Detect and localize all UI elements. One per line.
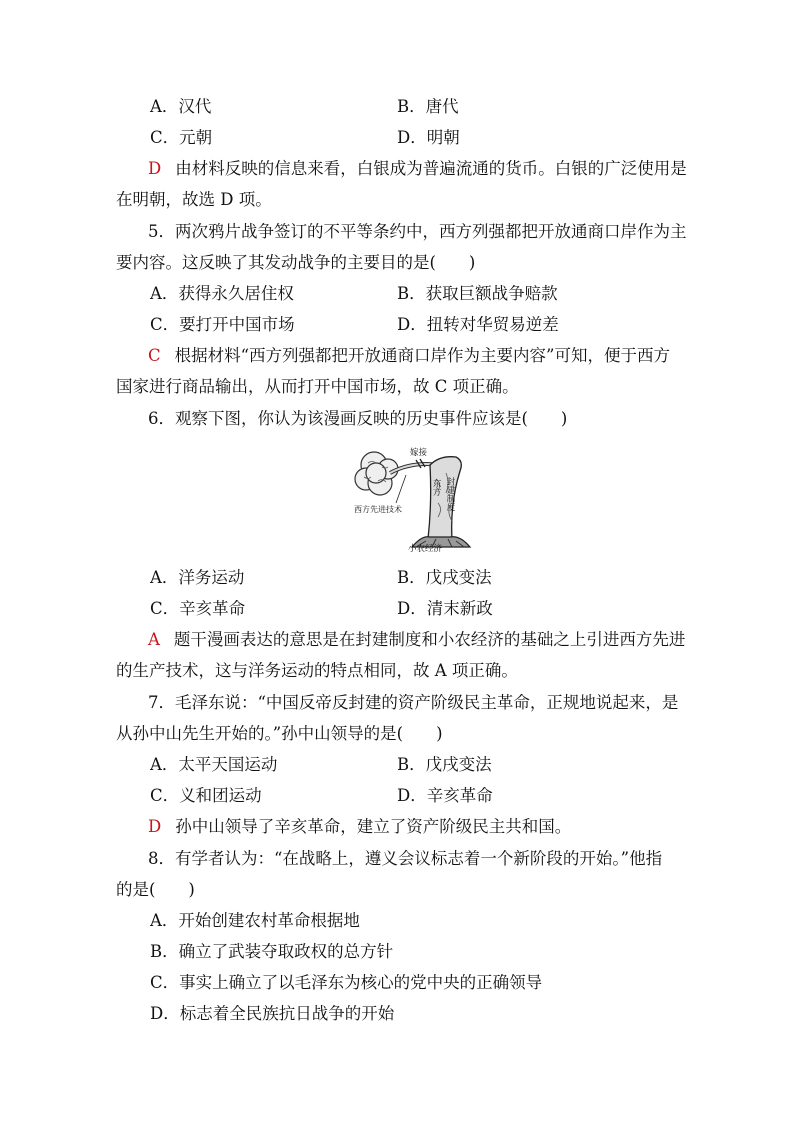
q6-option-c: C．辛亥革命 xyxy=(150,599,246,618)
cartoon-label-feudal: 封建制度 xyxy=(445,477,455,511)
q4-answer-line-2 xyxy=(0,184,794,215)
q7-answer-letter: D xyxy=(148,817,162,836)
q4-options-row-1 xyxy=(0,91,794,122)
q8-option-d-line xyxy=(0,998,794,1029)
q4-answer-text-2: 在明朝，故选 D 项。 xyxy=(116,190,272,209)
q5-answer-text-1: 根据材料“西方列强都把开放通商口岸作为主要内容”可知，便于西方 xyxy=(174,346,670,365)
q6-answer-line-2 xyxy=(0,655,794,686)
q6-option-b: B．戊戌变法 xyxy=(397,568,492,587)
q7-stem-text-2: 从孙中山先生开始的。”孙中山领导的是( ) xyxy=(116,724,443,743)
q4-option-d: D．明朝 xyxy=(397,128,460,147)
q6-stem-text: 6．观察下图，你认为该漫画反映的历史事件应该是( ) xyxy=(148,409,568,428)
q8-option-c-line xyxy=(0,967,794,998)
q5-option-a: A．获得永久居住权 xyxy=(150,284,294,303)
q4-answer-letter: D xyxy=(148,159,162,178)
q7-option-b: B．戊戌变法 xyxy=(397,755,492,774)
q4-answer-text-1: 由材料反映的信息来看，白银成为普遍流通的货币。白银的广泛使用是 xyxy=(175,159,687,178)
q4-option-a: A．汉代 xyxy=(150,97,212,116)
q6-stem-line xyxy=(0,403,794,434)
q8-option-b: B．确立了武装夺取政权的总方针 xyxy=(150,942,394,961)
q5-answer-text-2: 国家进行商品输出，从而打开中国市场，故 C 项正确。 xyxy=(116,377,519,396)
q8-stem-text-1: 8．有学者认为：“在战略上，遵义会议标志着一个新阶段的开始。”他指 xyxy=(148,849,663,868)
q5-options-row-1 xyxy=(0,278,794,309)
q7-options-row-1 xyxy=(0,749,794,780)
q5-option-d: D．扭转对华贸易逆差 xyxy=(397,315,559,334)
q6-answer-text-1: 题干漫画表达的意思是在封建制度和小农经济的基础之上引进西方先进 xyxy=(173,630,686,649)
q6-option-a: A．洋务运动 xyxy=(150,568,245,587)
q7-stem-text-1: 7．毛泽东说：“中国反帝反封建的资产阶级民主革命，正规地说起来，是 xyxy=(148,693,679,712)
q8-option-a-line xyxy=(0,905,794,936)
cartoon-label-graft: 嫁接 xyxy=(410,448,428,458)
q6-answer-line-1 xyxy=(0,624,794,655)
q5-stem-line-1 xyxy=(0,216,794,247)
q6-answer-text-2: 的生产技术，这与洋务运动的特点相同，故 A 项正确。 xyxy=(116,661,518,680)
q6-cartoon-illustration xyxy=(352,443,478,555)
q7-option-a: A．太平天国运动 xyxy=(150,755,278,774)
cartoon-label-peasant: 小农经济 xyxy=(408,544,443,554)
q8-option-d: D．标志着全民族抗日战争的开始 xyxy=(150,1004,395,1023)
q8-option-c: C．事实上确立了以毛泽东为核心的党中央的正确领导 xyxy=(150,973,543,992)
q8-stem-line-2 xyxy=(0,874,794,905)
q7-option-d: D．辛亥革命 xyxy=(397,786,493,805)
q5-stem-text-2: 要内容。这反映了其发动战争的主要目的是( ) xyxy=(116,253,476,272)
q6-option-d: D．清末新政 xyxy=(397,599,493,618)
q7-stem-line-1 xyxy=(0,687,794,718)
q7-answer-line-1 xyxy=(0,811,794,842)
q5-answer-line-1 xyxy=(0,340,794,371)
q5-option-c: C．要打开中国市场 xyxy=(150,315,295,334)
q7-answer-text-1: 孙中山领导了辛亥革命，建立了资产阶级民主共和国。 xyxy=(175,817,572,836)
q4-option-b: B．唐代 xyxy=(397,97,459,116)
q6-options-row-2 xyxy=(0,593,794,624)
q6-answer-letter: A xyxy=(148,630,160,649)
q7-options-row-2 xyxy=(0,780,794,811)
q7-stem-line-2 xyxy=(0,718,794,749)
q5-options-row-2 xyxy=(0,309,794,340)
q4-answer-line-1 xyxy=(0,153,794,184)
q6-options-row-1 xyxy=(0,562,794,593)
q8-option-b-line xyxy=(0,936,794,967)
q5-answer-line-2 xyxy=(0,371,794,402)
cartoon-label-west: 西方先进技术 xyxy=(354,505,402,514)
q4-option-c: C．元朝 xyxy=(150,128,213,147)
q5-stem-text-1: 5．两次鸦片战争签订的不平等条约中，西方列强都把开放通商口岸作为主 xyxy=(148,222,687,241)
q7-option-c: C．义和团运动 xyxy=(150,786,262,805)
q8-stem-text-2: 的是( ) xyxy=(116,880,195,899)
q4-options-row-2 xyxy=(0,122,794,153)
q5-answer-letter: C xyxy=(148,346,161,365)
q8-stem-line-1 xyxy=(0,843,794,874)
cartoon-label-east: 东方 xyxy=(431,479,441,496)
q8-option-a: A．开始创建农村革命根据地 xyxy=(150,911,360,930)
q5-option-b: B．获取巨额战争赔款 xyxy=(397,284,558,303)
q5-stem-line-2 xyxy=(0,247,794,278)
